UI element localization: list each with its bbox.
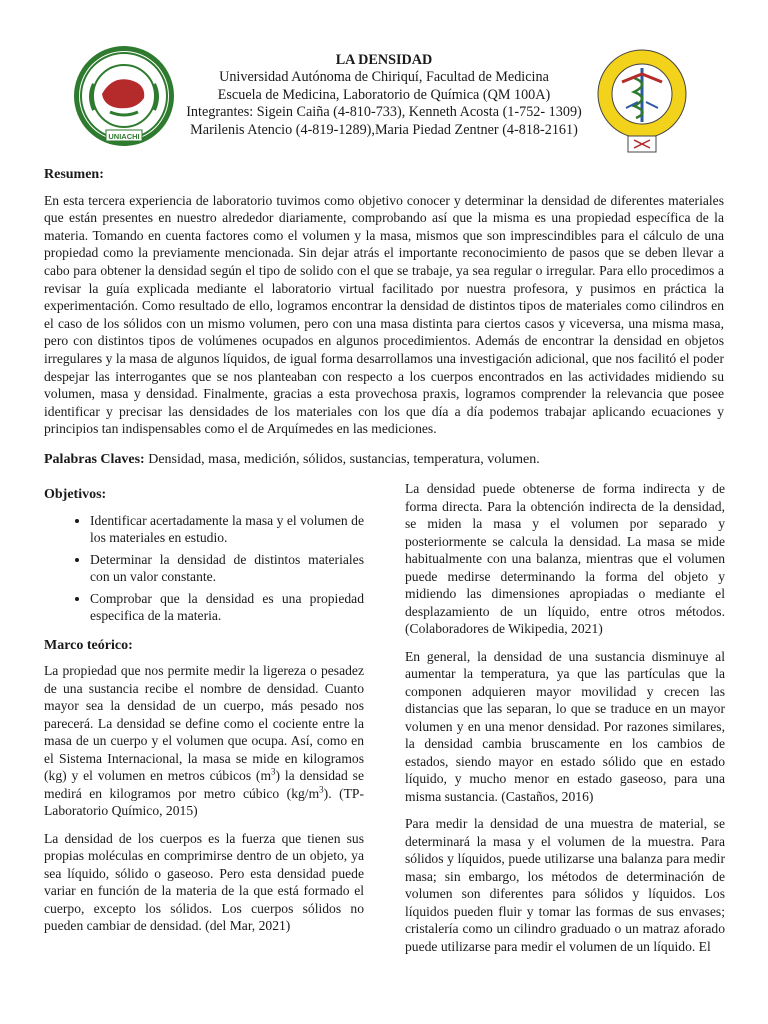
seal-acronym: UNIACHI [108,132,140,141]
paper-title: LA DENSIDAD [335,52,433,68]
objective-item: • Identificar acertadamente la masa y el volumen de los materiales en estudio. [90,512,364,547]
abstract-heading: Resumen: [44,167,104,182]
objective-item: • Comprobar que la densidad es una propiedad especifica de la materia. [90,590,364,625]
right-column [405,480,725,965]
objectives-list [44,512,364,625]
affiliation-line-1: Universidad Autónoma de Chiriquí, Facultad de Medicina [219,69,549,86]
medicine-faculty-logo [596,48,688,154]
right-paragraph-3: Para medir la densidad de una muestra de material, se determinará la masa y el volumen de la muestra. Para sólidos y líquidos, puede utilizarse una balanza para medir masa; sin embargo, los métodos de determinación de volumen son diferentes para sólidos y líquidos. Los líquidos pueden fluir y tomar las formas de sus envases; cristalería como un cilindro graduado o un matraz aforado puede utilizarse para medir el volumen de un líquido. El [405,816,725,954]
right-paragraph-2: En general, la densidad de una sustancia disminuye al aumentar la temperatura, ya que las partículas que la componen adquieren mayor movilidad y crecen las distancias que las separan, lo que se traduce en un mayor volumen y en una menor densidad. Por razones similares, la densidad cambia bruscamente en los cambios de estados, siendo mayor en estado sólido que en estado líquido, y mucho menor en estado gaseoso, para una misma sustancia. (Castaños, 2016) [405,648,725,804]
left-column [44,480,364,945]
keywords-line [44,452,724,468]
objectives-heading: Objetivos: [44,487,107,502]
right-paragraph-1: La densidad puede obtenerse de forma indirecta y de forma directa. Para la obtención indirecta de la densidad, se miden la masa y el volumen por separado y posteriormente se calcula la densidad. La masa se mide habitualmente con una balanza, mientras que el volumen puede medirse determinando la forma del objeto y midiendo las dimensiones apropiadas o mediante el desplazamiento de un líquido, entre otros métodos. (Colaboradores de Wikipedia, 2021) [405,481,725,636]
marco-paragraph-1: La propiedad que nos permite medir la ligereza o pesadez de una sustancia recibe el nombre de densidad. Cuanto mayor sea la densidad de un cuerpo, más pesado nos parecerá. La densidad se define como el cociente entre la masa de un cuerpo y el volumen que ocupa. Así, como en el Sistema Internacional, la masa se mide en kilogramos (kg) y el volumen en metros cúbicos $(m^3)$ la densidad se medirá en kilogramos por metro cúbico $(kg/m^3)$. (TP- Laboratorio Químico, 2015) [44,663,364,818]
marco-paragraph-2: La densidad de los cuerpos es la fuerza que tienen sus propias moléculas en comprimirse dentro de un objeto, ya sea líquido, sólido o gaseoso. Pero esta densidad puede variar en función de la materia de la que está formado el cuerpo, excepto los sólidos. Los cuerpos sólidos no pueden cambiar de densidad. (del Mar, 2021) [44,830,364,933]
university-seal-logo [72,44,176,148]
title-block [180,52,588,139]
marco-teorico-heading: Marco teórico: [44,637,133,653]
paper-header [0,0,768,160]
keywords-label: Palabras Claves: [44,452,145,467]
authors-line-1: Integrantes: Sigein Caiña (4-810-733), Kenneth Acosta (1-752- 1309) [186,104,582,121]
abstract-section [44,166,724,438]
authors-line-2: Marilenis Atencio (4-819-1289),Maria Piedad Zentner (4-818-2161) [190,121,578,138]
keywords-text: Densidad, masa, medición, sólidos, sustancias, temperatura, volumen. [144,452,540,467]
objective-item: • Determinar la densidad de distintos materiales con un valor constante. [90,551,364,586]
affiliation-line-2: Escuela de Medicina, Laboratorio de Química (QM 100A) [217,86,551,103]
abstract-text: En esta tercera experiencia de laboratorio tuvimos como objetivo conocer y determinar la densidad de diferentes materiales que están presentes en nuestro alrededor diariamente, comprobando así que la misma es una propiedad específica de la materia. Tomando en cuenta factores como el volumen y la masa, mismos que son imprescindibles para el cálculo de una propiedad como la previamente mencionada. Sin dejar atrás el importante reconocimiento de pasos que se deben llevar a cabo para obtener la densidad según el tipo de solido con el que se trabaje, ya sea regular o irregular. Para ello procedimos a revisar la guía explicada mediante el laboratorio virtual facilitado por nuestra profesora, y pusimos en práctica la experimentación. Como resultado de ello, logramos encontrar la densidad de distintos tipos de materiales como cilindros en el caso de los sólidos con un mismo volumen, pero con una masa distinta para ciertos casos y viceversa, una misma masa, pero con distintos tipos de volúmenes ocupados en algunos procedimientos. Además de encontrar la densidad en objetos irregulares y la masa de algunos líquidos, de igual forma desarrollamos una investigación adicional, que nos facilitó el poder despejar las interrogantes que se nos planteaban con respecto a los cuerpos encontrados en las actividades midiendo su volumen, masa y densidad. Finalmente, gracias a esta provechosa praxis, logramos comprender la relevancia que posee identificar y precisar las densidades de los materiales con los que día a día podemos trabajar aplicando ecuaciones y principios tan indispensables como el de Arquímedes en las mediciones. [44,192,724,437]
